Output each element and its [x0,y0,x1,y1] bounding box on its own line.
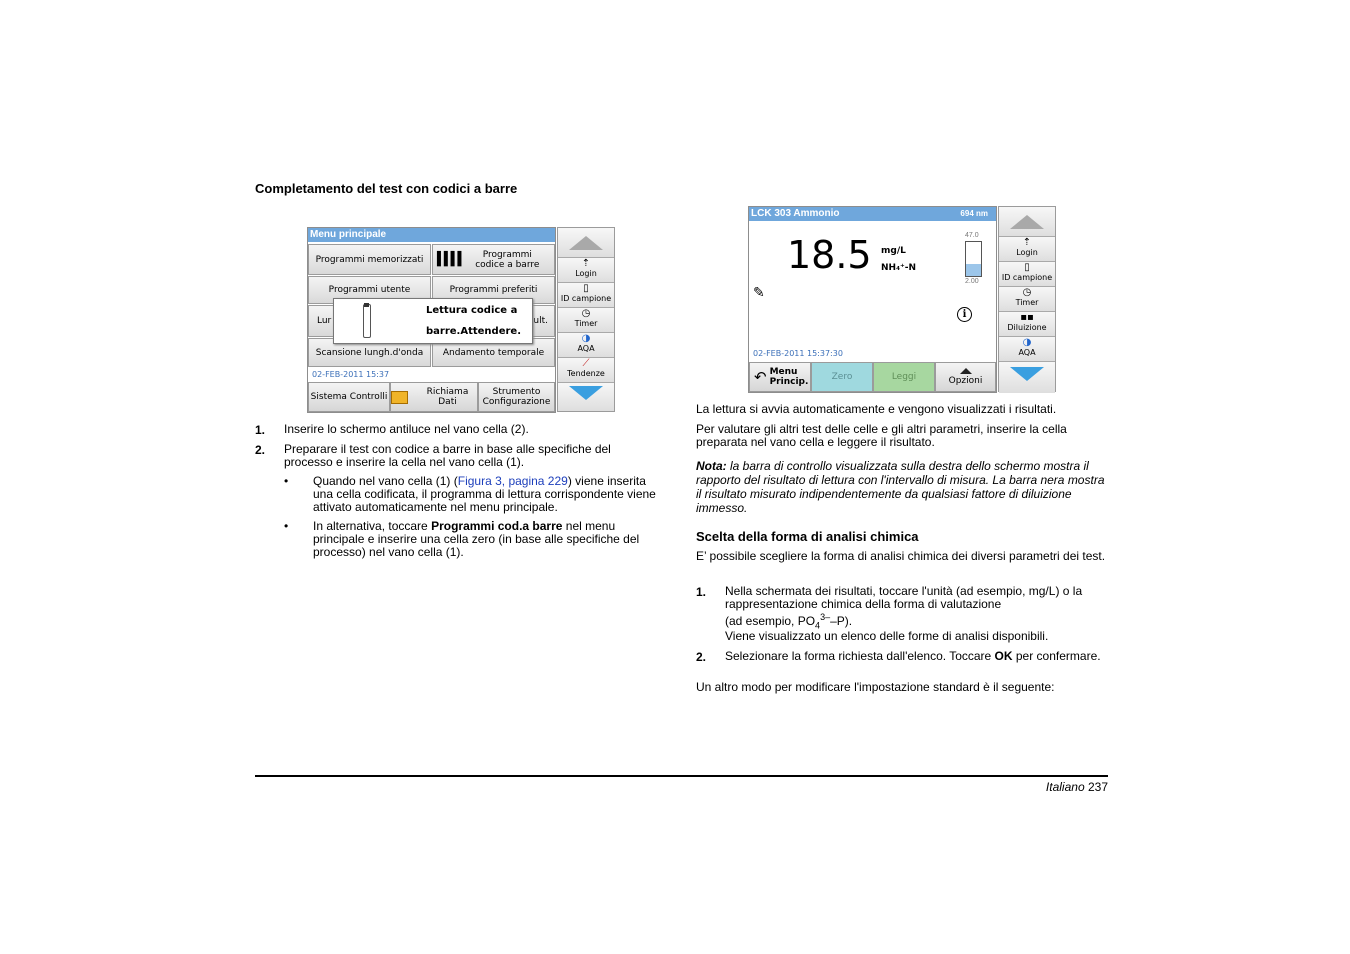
dilution-icon: ▪▪ [1020,312,1034,323]
barcode-programs-button[interactable] [432,244,555,275]
result-value: 18.5 [787,233,872,277]
result-title-bar [749,207,996,221]
main-menu-screenshot [307,227,615,412]
paragraph-1: La lettura si avvia automaticamente e vengono visualizzati i risultati. [696,402,1057,416]
barcode-reading-popup [333,298,533,344]
result-scroll-up-button[interactable] [999,207,1055,237]
result-screen [748,206,997,393]
wavelength-label: 694 nm [960,209,988,218]
section-heading-2: Scelta della forma di analisi chimica [696,529,919,544]
wavelength-scan-button[interactable]: Scansione lungh.d'onda [308,338,431,367]
range-bar-fill [966,264,981,276]
main-menu-label: Menu Princip. [769,367,809,387]
stored-programs-button[interactable]: Programmi memorizzati [308,244,431,275]
aqa-icon: ◑ [1022,337,1032,348]
single-wavelength-button[interactable]: Lur [308,305,431,337]
result-scroll-down-button[interactable] [999,362,1055,393]
info-icon[interactable]: i [957,307,972,322]
timer-icon: ◷ [581,308,591,319]
unit-label[interactable]: mg/L [881,246,906,256]
step-1-text: Inserire lo schermo antiluce nel vano cella (2). [284,422,529,436]
paragraph-2: Per valutare gli altri test delle celle e gli altri parametri, inserire la cella preparata nel vano cella e leggere il risultato. [696,422,1067,449]
note: Nota: la barra di controllo visualizzata sulla destra dello schermo mostra il rapporto del risultato di lettura con l'intervallo di misura. La barra nera mostra il risultato misurato indipendentemente da qualsiasi fattore di diluizione immesso. [696,459,1105,515]
beaker-icon: ▯ [583,283,589,294]
r-step-2-number: 2. [696,650,707,664]
login-button[interactable]: ⇡ Login [558,258,614,283]
time-course-button[interactable]: Andamento temporale [432,338,555,367]
back-arrow-icon: ↶ [754,368,767,386]
result-side-toolbar [998,206,1056,392]
chemical-form-label[interactable]: NH₄⁺-N [881,263,917,273]
footer-rule [255,775,1108,777]
bullet-1-marker: • [284,474,289,488]
paragraph-3: E’ possibile scegliere la forma di analisi chimica dei diversi parametri dei test. [696,549,1106,563]
timer-button[interactable]: ◷ Timer [558,308,614,333]
bullet-2-marker: • [284,519,289,533]
range-bar [965,241,982,277]
person-icon: ⇡ [1022,237,1032,248]
read-button[interactable]: Leggi [873,362,935,392]
system-check-button[interactable]: Sistema Controlli [308,382,390,412]
up-arrow-icon [1010,215,1044,229]
program-title: LCK 303 Ammonio [751,208,840,219]
trends-button[interactable]: ⟋ Tendenze [558,358,614,383]
page-footer: Italiano 237 [1045,780,1108,794]
up-arrow-icon [569,236,603,250]
aqa-button[interactable]: ◑ AQA [558,333,614,358]
beaker-icon: ▯ [1024,262,1030,273]
main-menu-screen [307,227,556,413]
recall-data-button[interactable] [390,382,478,412]
popup-line-2: barre.Attendere. [426,326,522,337]
zero-button[interactable]: Zero [811,362,873,392]
step-2-text: Preparare il test con codice a barre in base alle specifiche del processo e inserire la cella nel vano cella (1). [284,442,611,469]
scroll-up-button[interactable] [558,228,614,258]
result-timer-button[interactable]: ◷ Timer [999,287,1055,312]
trend-icon: ⟋ [582,358,590,369]
options-up-icon [960,368,972,374]
step-1-number: 1. [255,423,266,437]
result-aqa-button[interactable]: ◑ AQA [999,337,1055,362]
result-date: 02-FEB-2011 15:37:30 [753,349,843,358]
section-heading: Completamento del test con codici a barre [255,181,518,196]
paragraph-4: Un altro modo per modificare l'impostazione standard è il seguente: [696,680,1055,694]
result-screenshot [748,206,1056,392]
bar-max-label: 47.0 [965,232,979,239]
r-step-2-text: Selezionare la forma richiesta dall'elenco. Toccare OK per confermare. [725,649,1101,663]
scroll-down-button[interactable] [558,383,614,411]
r-step-1-result: Viene visualizzato un elenco delle forme di analisi disponibili. [725,629,1049,643]
instrument-setup-button[interactable]: Strumento Configurazione [478,382,555,412]
barcode-programs-label: Programmi codice a barre [475,249,540,270]
side-toolbar [557,227,615,412]
options-button[interactable] [935,362,996,392]
down-arrow-icon [569,386,603,400]
cell-icon [363,304,371,338]
barcode-icon: ▌▌▌▌ [437,251,465,267]
user-programs-button[interactable]: Programmi utente [308,276,431,304]
favorite-programs-button[interactable]: Programmi preferiti [432,276,555,304]
bar-min-label: 2.00 [965,278,979,285]
result-login-button[interactable]: ⇡ Login [999,237,1055,262]
cell-cap-icon [364,303,369,307]
step-2-number: 2. [255,443,266,457]
timer-icon: ◷ [1022,287,1032,298]
figure-link[interactable]: Figura 3, pagina 229 [457,474,568,488]
r-step-1-number: 1. [696,585,707,599]
down-arrow-icon [1010,367,1044,381]
options-label: Opzioni [948,376,983,386]
screen-date: 02-FEB-2011 15:37 [312,370,390,379]
bullet-2-text: In alternativa, toccare Programmi cod.a barre nel menu principale e inserire una cella zero (in base alle specifiche del processo) nel vano cella (1). [313,519,640,559]
popup-line-1: Lettura codice a [426,305,518,316]
multi-wavelength-button[interactable]: ult. [432,305,555,337]
dilution-button[interactable]: ▪▪ Diluizione [999,312,1055,337]
aqa-icon: ◑ [581,333,591,344]
recall-data-label: Richiama Dati [426,387,469,407]
result-sample-id-button[interactable]: ▯ ID campione [999,262,1055,287]
edit-note-icon[interactable]: ✎ [753,284,765,300]
person-icon: ⇡ [581,258,591,269]
main-menu-button[interactable] [749,362,811,392]
r-step-1-text: Nella schermata dei risultati, toccare l'unità (ad esempio, mg/L) o la rappresentazione chimica della forma di valutazione (ad esempio, $PO_4^{3-}-P$). [725,584,1083,631]
screen-title: Menu principale [308,228,555,242]
bullet-1-text: Quando nel vano cella (1) (Figura 3, pagina 229) viene inserita una cella codificata, il programma di lettura corrispondente viene attivato automaticamente nel menu principale. [313,474,656,514]
sample-id-button[interactable]: ▯ ID campione [558,283,614,308]
folder-icon [391,391,408,404]
